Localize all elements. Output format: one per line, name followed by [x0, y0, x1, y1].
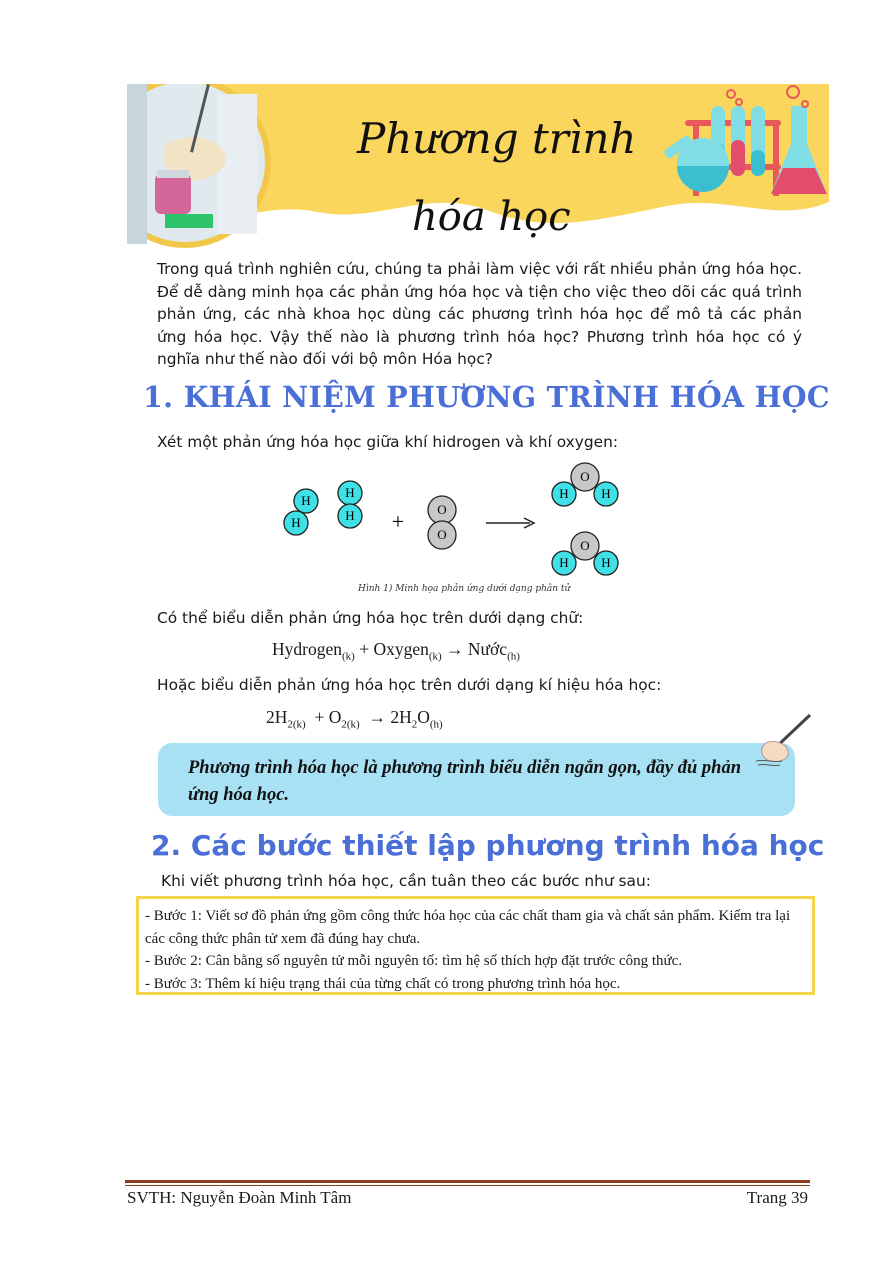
footer-author: SVTH: Nguyễn Đoàn Minh Tâm — [127, 1188, 352, 1207]
symbol-equation-intro: Hoặc biểu diễn phản ứng hóa học trên dưới dạng kí hiệu hóa học: — [157, 676, 662, 694]
definition-text: Phương trình hóa học là phương trình biểu diễn ngắn gọn, đầy đủ phản ứng hóa học. — [188, 758, 741, 805]
water-molecule-2 — [552, 532, 618, 575]
pen-hand-icon — [752, 713, 812, 775]
atom-label: H — [345, 508, 355, 523]
definition-callout — [158, 743, 795, 816]
intro-paragraph: Trong quá trình nghiên cứu, chúng ta phải làm việc với rất nhiều phản ứng hóa học. Để dễ dàng minh họa các phản ứng hóa học và tiện cho việc theo dõi các quá trình phản ứng, các nhà khoa học dùng các phương trình hóa học để mô tả các phản ứng hóa học. Vậy thế nào là phương trình hóa học? Phương trình hóa học có ý nghĩa như thế nào đối với bộ môn Hóa học? — [157, 260, 802, 368]
water-molecule-1 — [552, 463, 618, 506]
steps-box — [136, 896, 815, 995]
atom-label: H — [559, 555, 569, 570]
figure-caption: Hình 1) Minh họa phản ứng dưới dạng phân tử — [358, 584, 571, 594]
atom-label: O — [580, 469, 590, 484]
atom-label: H — [559, 486, 569, 501]
step-2: - Bước 2: Cân bằng số nguyên tử mỗi nguyên tố: tìm hệ số thích hợp đặt trước công thức. — [145, 953, 683, 969]
footer-rule-thin — [125, 1185, 810, 1186]
atom-label: O — [437, 527, 447, 542]
word-equation: Hydrogen$_{(k)}$ + Oxygen$_{(k)}$ → Nước$_{(h)}$ — [272, 639, 520, 663]
lab-photo-icon — [127, 84, 271, 248]
oxygen-molecule — [428, 496, 456, 549]
atom-label: H — [291, 515, 301, 530]
step-1: - Bước 1: Viết sơ đồ phản ứng gồm công thức hóa học của các chất tham gia và chất sản phẩm. Kiểm tra lại các công thức phân tử xem đã đúng hay chưa. — [145, 908, 791, 947]
molecule-figure — [270, 455, 630, 589]
atom-label: O — [580, 538, 590, 553]
atom-label: H — [345, 485, 355, 500]
section-2-heading: 2. Các bước thiết lập phương trình hóa học — [151, 829, 825, 862]
page-title-line-1: Phương trình — [357, 114, 637, 163]
title-banner — [127, 84, 829, 252]
page-title-line-2: hóa học — [412, 194, 571, 240]
steps-intro: Khi viết phương trình hóa học, cần tuân theo các bước như sau: — [161, 872, 651, 890]
atom-label: O — [437, 502, 447, 517]
footer-rule — [125, 1180, 810, 1183]
footer-page-number: Trang 39 — [746, 1188, 808, 1207]
reaction-intro: Xét một phản ứng hóa học giữa khí hidrogen và khí oxygen: — [157, 433, 619, 451]
atom-label: H — [301, 493, 311, 508]
plus-sign: + — [391, 509, 405, 534]
molecule-icon — [270, 455, 630, 585]
word-equation-intro: Có thể biểu diễn phản ứng hóa học trên dưới dạng chữ: — [157, 609, 584, 627]
symbol-equation: $2H_{2(k)} + O_{2(k)} \to 2H_2O_{(h)}$ — [266, 707, 443, 731]
atom-label: H — [601, 486, 611, 501]
section-1-heading: 1. KHÁI NIỆM PHƯƠNG TRÌNH HÓA HỌC — [143, 380, 830, 414]
step-3: - Bước 3: Thêm kí hiệu trạng thái của từng chất có trong phương trình hóa học. — [145, 975, 621, 992]
hydrogen-molecule-1 — [284, 489, 318, 535]
atom-label: H — [601, 555, 611, 570]
hydrogen-molecule-2 — [338, 481, 362, 528]
